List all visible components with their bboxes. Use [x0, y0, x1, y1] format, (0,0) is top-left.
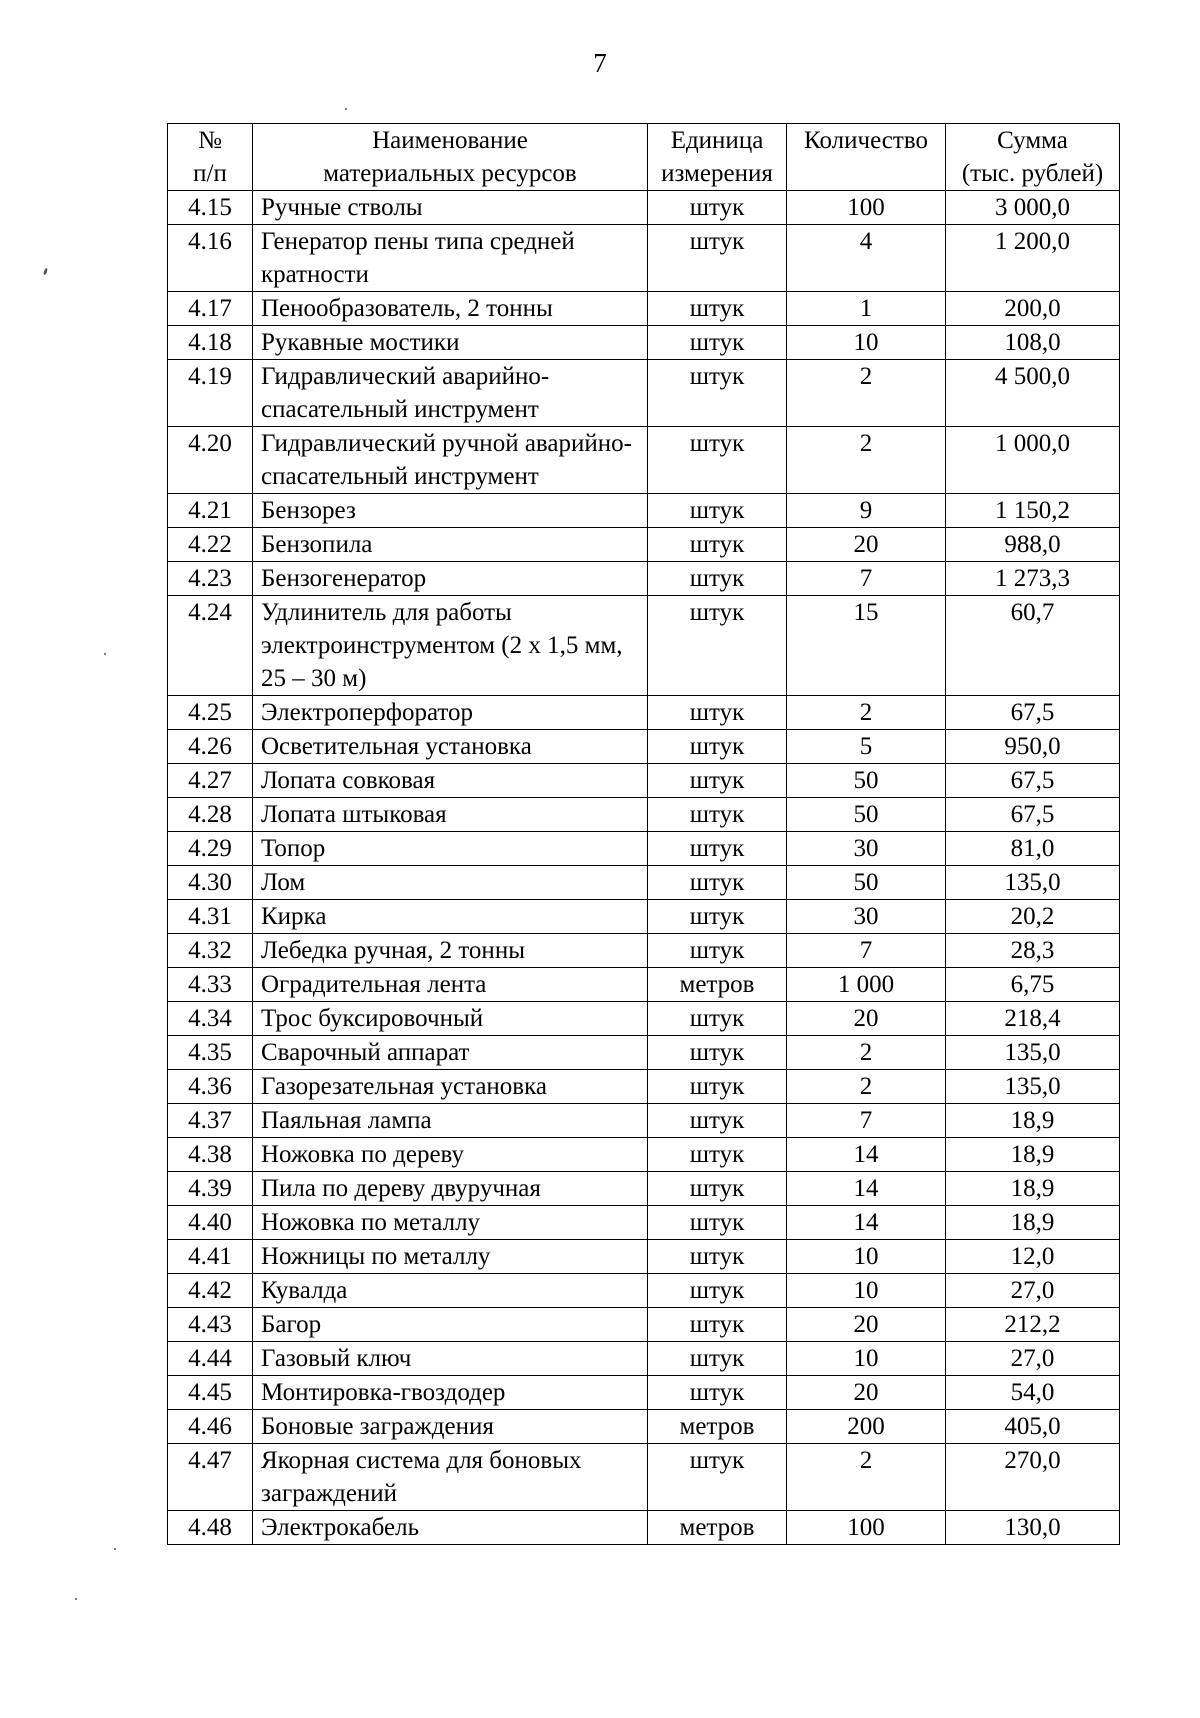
table-row	[168, 1308, 1120, 1342]
row-unit: штук	[648, 696, 787, 730]
row-name: Лопата совковая	[253, 764, 648, 798]
row-number: 4.29	[168, 832, 253, 866]
table-row	[168, 427, 1120, 494]
row-name: Генератор пены типа средней кратности	[253, 225, 648, 292]
row-unit: штук	[648, 326, 787, 360]
table-row	[168, 225, 1120, 292]
table-row	[168, 191, 1120, 225]
table-row	[168, 1444, 1120, 1511]
row-number: 4.45	[168, 1376, 253, 1410]
table-row	[168, 1240, 1120, 1274]
row-name: Гидравлический аварийно-спасательный инструмент	[253, 360, 648, 427]
row-number: 4.18	[168, 326, 253, 360]
row-name: Трос буксировочный	[253, 1002, 648, 1036]
scan-speck	[43, 268, 48, 276]
scan-speck	[345, 108, 347, 110]
row-unit: штук	[648, 1342, 787, 1376]
row-name: Кирка	[253, 900, 648, 934]
table-row	[168, 1002, 1120, 1036]
row-name: Ножовка по металлу	[253, 1206, 648, 1240]
row-name: Лом	[253, 866, 648, 900]
table-row	[168, 832, 1120, 866]
table-row	[168, 1274, 1120, 1308]
table-row	[168, 730, 1120, 764]
row-sum: 200,0	[946, 292, 1120, 326]
row-quantity: 14	[787, 1172, 946, 1206]
table-row	[168, 1376, 1120, 1410]
row-quantity: 9	[787, 494, 946, 528]
row-sum: 18,9	[946, 1104, 1120, 1138]
header-sum-line1: Сумма	[997, 127, 1068, 154]
row-quantity: 2	[787, 1444, 946, 1511]
row-number: 4.48	[168, 1511, 253, 1545]
row-quantity: 200	[787, 1410, 946, 1444]
row-quantity: 50	[787, 866, 946, 900]
row-sum: 54,0	[946, 1376, 1120, 1410]
table-row	[168, 696, 1120, 730]
row-quantity: 7	[787, 934, 946, 968]
row-name: Электроперфоратор	[253, 696, 648, 730]
row-name: Пенообразователь, 2 тонны	[253, 292, 648, 326]
row-quantity: 7	[787, 1104, 946, 1138]
table-row	[168, 326, 1120, 360]
table-row	[168, 764, 1120, 798]
row-quantity: 20	[787, 528, 946, 562]
table-row	[168, 1410, 1120, 1444]
table-header-row	[168, 124, 1120, 191]
table-row	[168, 528, 1120, 562]
row-name: Бензорез	[253, 494, 648, 528]
row-sum: 135,0	[946, 866, 1120, 900]
row-unit: штук	[648, 730, 787, 764]
row-quantity: 20	[787, 1308, 946, 1342]
row-sum: 988,0	[946, 528, 1120, 562]
row-number: 4.22	[168, 528, 253, 562]
row-sum: 1 200,0	[946, 225, 1120, 292]
row-quantity: 10	[787, 326, 946, 360]
row-number: 4.44	[168, 1342, 253, 1376]
header-unit-line1: Единица	[670, 127, 764, 154]
row-number: 4.36	[168, 1070, 253, 1104]
row-number: 4.34	[168, 1002, 253, 1036]
row-name: Бензогенератор	[253, 562, 648, 596]
table-row	[168, 360, 1120, 427]
row-unit: штук	[648, 1444, 787, 1511]
row-number: 4.16	[168, 225, 253, 292]
row-number: 4.23	[168, 562, 253, 596]
row-sum: 1 273,3	[946, 562, 1120, 596]
row-unit: штук	[648, 1274, 787, 1308]
row-unit: штук	[648, 866, 787, 900]
row-number: 4.24	[168, 596, 253, 696]
row-sum: 20,2	[946, 900, 1120, 934]
row-number: 4.17	[168, 292, 253, 326]
row-quantity: 10	[787, 1274, 946, 1308]
header-sum-line2: (тыс. рублей)	[961, 160, 1104, 187]
header-name	[253, 124, 648, 191]
row-quantity: 30	[787, 832, 946, 866]
row-sum: 28,3	[946, 934, 1120, 968]
row-sum: 1 000,0	[946, 427, 1120, 494]
row-sum: 81,0	[946, 832, 1120, 866]
row-number: 4.33	[168, 968, 253, 1002]
row-quantity: 100	[787, 191, 946, 225]
table-row	[168, 798, 1120, 832]
row-unit: штук	[648, 360, 787, 427]
row-sum: 218,4	[946, 1002, 1120, 1036]
row-quantity: 10	[787, 1342, 946, 1376]
table-row	[168, 934, 1120, 968]
page-number: 7	[593, 48, 607, 78]
table-row	[168, 1342, 1120, 1376]
row-number: 4.27	[168, 764, 253, 798]
row-unit: штук	[648, 1104, 787, 1138]
row-name: Газовый ключ	[253, 1342, 648, 1376]
row-number: 4.26	[168, 730, 253, 764]
table-row	[168, 1036, 1120, 1070]
table-row	[168, 968, 1120, 1002]
row-name: Багор	[253, 1308, 648, 1342]
row-unit: штук	[648, 292, 787, 326]
row-sum: 4 500,0	[946, 360, 1120, 427]
row-number: 4.47	[168, 1444, 253, 1511]
row-name: Ножовка по дереву	[253, 1138, 648, 1172]
row-number: 4.39	[168, 1172, 253, 1206]
row-name: Бензопила	[253, 528, 648, 562]
row-unit: штук	[648, 1206, 787, 1240]
row-sum: 3 000,0	[946, 191, 1120, 225]
header-unit	[648, 124, 787, 191]
row-number: 4.46	[168, 1410, 253, 1444]
resources-table	[167, 123, 1120, 1545]
header-name-line2: материальных ресурсов	[323, 160, 577, 187]
row-name: Удлинитель для работы электроинструментом (2 х 1,5 мм, 25 – 30 м)	[253, 596, 648, 696]
row-quantity: 14	[787, 1206, 946, 1240]
header-name-line1: Наименование	[372, 127, 528, 154]
row-number: 4.21	[168, 494, 253, 528]
row-number: 4.20	[168, 427, 253, 494]
row-quantity: 7	[787, 562, 946, 596]
table-row	[168, 292, 1120, 326]
row-name: Топор	[253, 832, 648, 866]
row-unit: штук	[648, 225, 787, 292]
row-unit: штук	[648, 1070, 787, 1104]
row-sum: 18,9	[946, 1138, 1120, 1172]
row-number: 4.30	[168, 866, 253, 900]
row-quantity: 15	[787, 596, 946, 696]
table-row	[168, 562, 1120, 596]
row-number: 4.43	[168, 1308, 253, 1342]
table-row	[168, 1172, 1120, 1206]
row-unit: штук	[648, 832, 787, 866]
row-name: Электрокабель	[253, 1511, 648, 1545]
row-unit: штук	[648, 934, 787, 968]
row-number: 4.15	[168, 191, 253, 225]
row-sum: 18,9	[946, 1206, 1120, 1240]
row-quantity: 100	[787, 1511, 946, 1545]
row-unit: штук	[648, 528, 787, 562]
row-sum: 67,5	[946, 764, 1120, 798]
row-quantity: 20	[787, 1002, 946, 1036]
header-sum	[946, 124, 1120, 191]
row-number: 4.32	[168, 934, 253, 968]
row-number: 4.40	[168, 1206, 253, 1240]
row-name: Осветительная установка	[253, 730, 648, 764]
row-unit: штук	[648, 1308, 787, 1342]
row-quantity: 2	[787, 360, 946, 427]
row-sum: 27,0	[946, 1342, 1120, 1376]
row-name: Боновые заграждения	[253, 1410, 648, 1444]
row-unit: штук	[648, 562, 787, 596]
row-sum: 405,0	[946, 1410, 1120, 1444]
row-unit: штук	[648, 191, 787, 225]
row-number: 4.31	[168, 900, 253, 934]
row-unit: штук	[648, 427, 787, 494]
row-name: Рукавные мостики	[253, 326, 648, 360]
row-unit: штук	[648, 1376, 787, 1410]
row-name: Якорная система для боновых заграждений	[253, 1444, 648, 1511]
row-unit: штук	[648, 1240, 787, 1274]
table-body	[168, 191, 1120, 1545]
row-number: 4.19	[168, 360, 253, 427]
row-sum: 27,0	[946, 1274, 1120, 1308]
row-name: Паяльная лампа	[253, 1104, 648, 1138]
table-row	[168, 1206, 1120, 1240]
row-sum: 60,7	[946, 596, 1120, 696]
row-sum: 130,0	[946, 1511, 1120, 1545]
row-quantity: 14	[787, 1138, 946, 1172]
row-quantity: 2	[787, 1036, 946, 1070]
row-number: 4.28	[168, 798, 253, 832]
row-unit: штук	[648, 900, 787, 934]
row-quantity: 2	[787, 1070, 946, 1104]
table-row	[168, 494, 1120, 528]
row-name: Пила по дереву двуручная	[253, 1172, 648, 1206]
table-row	[168, 1104, 1120, 1138]
table-row	[168, 866, 1120, 900]
row-sum: 67,5	[946, 798, 1120, 832]
row-unit: метров	[648, 1410, 787, 1444]
row-sum: 950,0	[946, 730, 1120, 764]
header-number	[168, 124, 253, 191]
header-number-line2: п/п	[193, 160, 227, 187]
row-quantity: 1	[787, 292, 946, 326]
header-number-line1: №	[198, 127, 222, 154]
row-sum: 18,9	[946, 1172, 1120, 1206]
row-unit: штук	[648, 798, 787, 832]
table-row	[168, 1511, 1120, 1545]
row-number: 4.38	[168, 1138, 253, 1172]
scan-speck	[75, 1598, 77, 1600]
table-row	[168, 1138, 1120, 1172]
row-unit: штук	[648, 764, 787, 798]
row-sum: 108,0	[946, 326, 1120, 360]
row-quantity: 50	[787, 798, 946, 832]
row-sum: 12,0	[946, 1240, 1120, 1274]
row-unit: штук	[648, 494, 787, 528]
row-quantity: 4	[787, 225, 946, 292]
header-quantity: Количество	[787, 124, 946, 191]
row-name: Ручные стволы	[253, 191, 648, 225]
row-number: 4.37	[168, 1104, 253, 1138]
row-quantity: 1 000	[787, 968, 946, 1002]
row-sum: 1 150,2	[946, 494, 1120, 528]
table-row	[168, 900, 1120, 934]
row-unit: штук	[648, 596, 787, 696]
row-name: Гидравлический ручной аварийно-спасательный инструмент	[253, 427, 648, 494]
header-unit-line2: измерения	[661, 160, 773, 187]
row-quantity: 30	[787, 900, 946, 934]
row-number: 4.35	[168, 1036, 253, 1070]
row-name: Газорезательная установка	[253, 1070, 648, 1104]
row-unit: штук	[648, 1002, 787, 1036]
scan-speck	[114, 1548, 116, 1550]
row-number: 4.41	[168, 1240, 253, 1274]
row-number: 4.42	[168, 1274, 253, 1308]
row-name: Сварочный аппарат	[253, 1036, 648, 1070]
row-unit: метров	[648, 1511, 787, 1545]
row-number: 4.25	[168, 696, 253, 730]
row-quantity: 20	[787, 1376, 946, 1410]
row-sum: 270,0	[946, 1444, 1120, 1511]
row-name: Оградительная лента	[253, 968, 648, 1002]
row-unit: метров	[648, 968, 787, 1002]
row-quantity: 10	[787, 1240, 946, 1274]
row-quantity: 2	[787, 696, 946, 730]
table-row	[168, 596, 1120, 696]
row-sum: 6,75	[946, 968, 1120, 1002]
row-name: Кувалда	[253, 1274, 648, 1308]
row-sum: 212,2	[946, 1308, 1120, 1342]
row-unit: штук	[648, 1036, 787, 1070]
row-quantity: 5	[787, 730, 946, 764]
row-sum: 135,0	[946, 1036, 1120, 1070]
row-quantity: 2	[787, 427, 946, 494]
row-name: Лопата штыковая	[253, 798, 648, 832]
scan-speck	[104, 653, 106, 655]
row-sum: 67,5	[946, 696, 1120, 730]
table-row	[168, 1070, 1120, 1104]
row-name: Лебедка ручная, 2 тонны	[253, 934, 648, 968]
row-unit: штук	[648, 1172, 787, 1206]
row-quantity: 50	[787, 764, 946, 798]
row-sum: 135,0	[946, 1070, 1120, 1104]
row-name: Монтировка-гвоздодер	[253, 1376, 648, 1410]
row-name: Ножницы по металлу	[253, 1240, 648, 1274]
row-unit: штук	[648, 1138, 787, 1172]
